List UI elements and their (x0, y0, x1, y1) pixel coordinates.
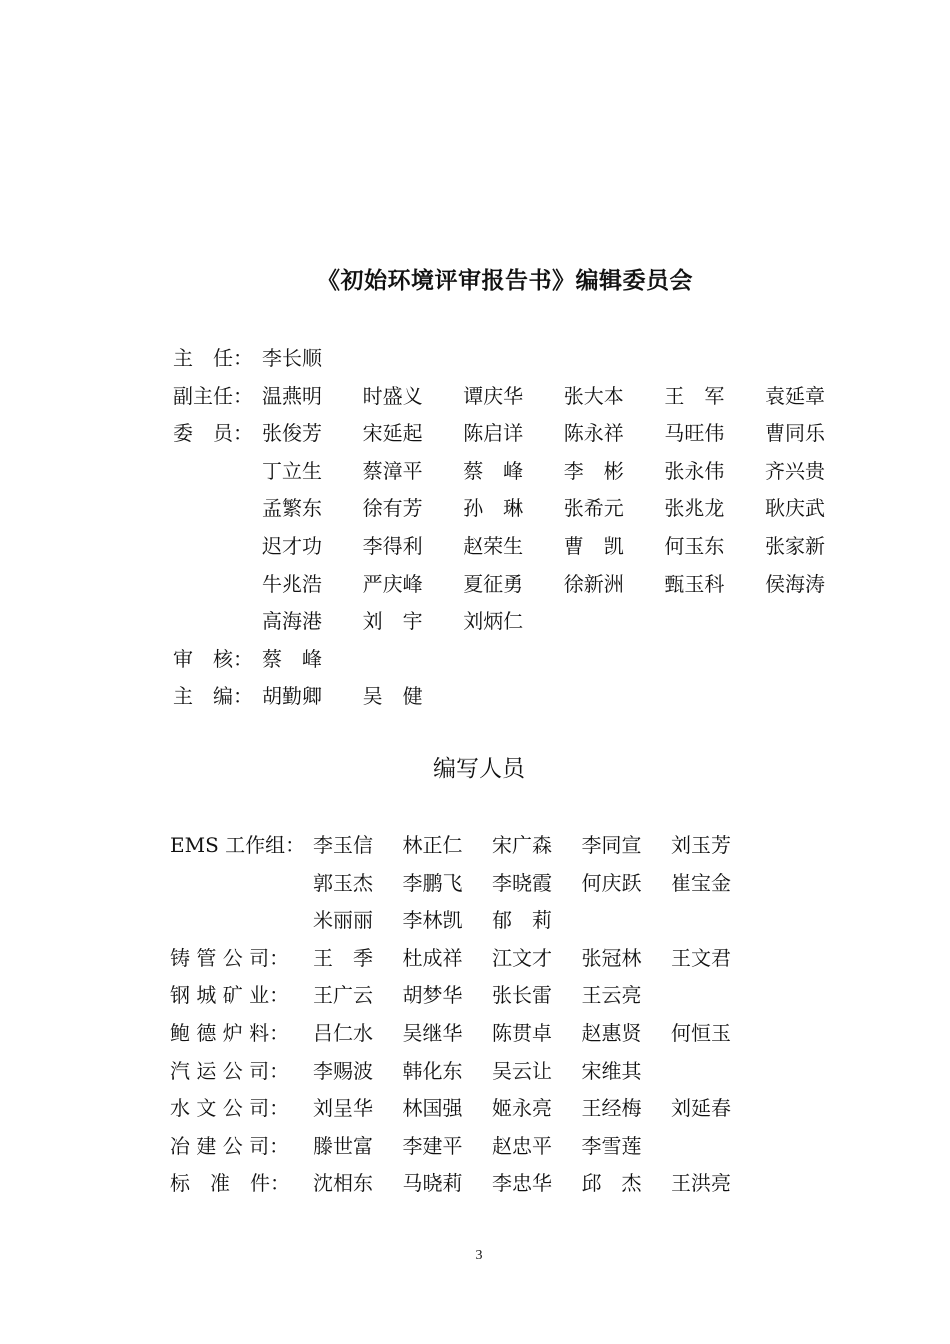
writers-person-name: 沈相东 (313, 1171, 373, 1196)
committee-person-name: 袁延章 (765, 383, 825, 408)
committee-person-name: 张希元 (563, 496, 624, 521)
committee-person-name: 李长顺 (262, 346, 322, 370)
writers-person-name: 吕仁水 (313, 1021, 373, 1045)
committee-person-name: 张兆龙 (664, 496, 725, 521)
writers-person-name: 吴继华 (402, 1021, 463, 1045)
writers-person-name: 姬永亮 (492, 1096, 552, 1121)
writers-person-name: 刘呈华 (313, 1096, 373, 1121)
writers-person-name: 赵忠平 (492, 1133, 552, 1158)
writers-person-name: 郁 莉 (492, 908, 552, 933)
committee-person-name: 时盛义 (362, 383, 423, 408)
committee-person-name: 高海港 (262, 609, 322, 634)
writers-person-name: 马晓莉 (402, 1171, 463, 1196)
writers-person-name: 王文君 (671, 945, 731, 970)
committee-person-name: 陈永祥 (563, 421, 624, 446)
writers-person-name: 杜成祥 (402, 945, 463, 970)
committee-role-label: 审 核： (173, 646, 253, 671)
writers-person-name: 林正仁 (402, 833, 463, 857)
committee-person-name: 陈启详 (463, 421, 524, 446)
committee-person-name: 胡勤卿 (262, 684, 322, 709)
committee-person-name: 谭庆华 (463, 383, 524, 408)
committee-person-name: 蔡 峰 (463, 458, 524, 483)
committee-person-name: 夏征勇 (463, 571, 524, 596)
writers-person-name: 李鹏飞 (402, 870, 463, 895)
writers-role-label: 标 准 件： (170, 1171, 290, 1196)
committee-person-name: 严庆峰 (362, 571, 423, 596)
writers-person-name: 李林凯 (402, 908, 463, 933)
committee-person-name: 赵荣生 (463, 534, 524, 558)
committee-person-name: 宋延起 (362, 421, 423, 446)
writers-person-name: 赵惠贤 (581, 1021, 642, 1045)
committee-person-name: 徐新洲 (563, 571, 624, 596)
writers-person-name: 宋维其 (581, 1058, 642, 1083)
writers-person-name: 林国强 (402, 1096, 463, 1121)
writers-title: 编写人员 (433, 756, 525, 782)
committee-person-name: 徐有芳 (362, 496, 423, 521)
writers-person-name: 王经梅 (581, 1096, 642, 1121)
writers-person-name: 韩化东 (402, 1058, 463, 1083)
writers-person-name: 邱 杰 (581, 1171, 642, 1196)
writers-person-name: 张冠林 (581, 945, 642, 970)
writers-person-name: 刘延春 (671, 1096, 731, 1121)
writers-role-label: 铸 管 公 司： (170, 945, 290, 970)
writers-person-name: 李赐波 (313, 1058, 373, 1083)
writers-person-name: 李晓霞 (492, 870, 552, 895)
committee-person-name: 蔡 峰 (262, 646, 322, 671)
committee-person-name: 李得利 (362, 534, 423, 558)
committee-role-label: 副主任： (173, 383, 253, 408)
writers-person-name: 米丽丽 (313, 908, 373, 933)
writers-person-name: 胡梦华 (402, 983, 463, 1008)
writers-person-name: 宋广森 (492, 833, 552, 857)
writers-person-name: 滕世富 (313, 1133, 373, 1158)
writers-person-name: 何恒玉 (671, 1021, 731, 1045)
committee-person-name: 蔡漳平 (362, 458, 423, 483)
committee-person-name: 侯海涛 (765, 571, 825, 596)
committee-person-name: 吴 健 (362, 684, 423, 709)
writers-person-name: 刘玉芳 (671, 833, 731, 857)
committee-person-name: 牛兆浩 (262, 571, 322, 596)
document-title: 《初始环境评审报告书》编辑委员会 (317, 267, 693, 294)
committee-person-name: 马旺伟 (664, 421, 725, 446)
committee-person-name: 何玉东 (664, 534, 725, 558)
committee-person-name: 张永伟 (664, 458, 725, 483)
writers-person-name: 李建平 (402, 1133, 463, 1158)
writers-role-label: 鲍 德 炉 料： (170, 1021, 290, 1045)
writers-person-name: 王广云 (313, 983, 373, 1008)
writers-role-label: 汽 运 公 司： (170, 1058, 290, 1083)
writers-person-name: 崔宝金 (671, 870, 731, 895)
writers-person-name: 吴云让 (492, 1058, 552, 1083)
writers-person-name: 李玉信 (313, 833, 373, 857)
writers-person-name: 王洪亮 (671, 1171, 731, 1196)
committee-role-label: 主 编： (173, 684, 253, 709)
writers-role-label: 钢 城 矿 业： (170, 983, 290, 1008)
committee-person-name: 孟繁东 (262, 496, 322, 521)
page-number: 3 (475, 1248, 483, 1263)
committee-person-name: 刘 宇 (362, 609, 423, 634)
writers-person-name: 江文才 (492, 945, 552, 970)
writers-role-label: 冶 建 公 司： (170, 1133, 290, 1158)
committee-person-name: 李 彬 (563, 458, 624, 483)
committee-person-name: 曹同乐 (765, 421, 825, 446)
committee-person-name: 丁立生 (262, 458, 322, 483)
writers-person-name: 李同宣 (581, 833, 642, 857)
committee-person-name: 张俊芳 (262, 421, 322, 446)
committee-person-name: 刘炳仁 (463, 609, 524, 634)
committee-person-name: 孙 琳 (463, 496, 524, 521)
writers-person-name: 李雪莲 (581, 1133, 642, 1158)
committee-person-name: 曹 凯 (563, 534, 624, 558)
writers-person-name: 张长雷 (492, 983, 552, 1008)
committee-person-name: 张家新 (765, 534, 825, 558)
committee-person-name: 甄玉科 (664, 571, 725, 596)
writers-person-name: 李忠华 (492, 1171, 552, 1196)
writers-person-name: 王 季 (313, 945, 373, 970)
committee-person-name: 温燕明 (262, 383, 322, 408)
writers-person-name: 陈贯卓 (492, 1021, 552, 1045)
writers-role-label: EMS 工作组： (170, 833, 306, 857)
committee-person-name: 耿庆武 (765, 496, 825, 521)
writers-role-label: 水 文 公 司： (170, 1096, 290, 1121)
committee-person-name: 齐兴贵 (765, 458, 825, 483)
committee-role-label: 主 任： (173, 346, 253, 370)
committee-person-name: 迟才功 (262, 534, 322, 558)
committee-role-label: 委 员： (173, 421, 253, 446)
writers-person-name: 王云亮 (581, 983, 642, 1008)
committee-person-name: 张大本 (563, 383, 624, 408)
writers-person-name: 郭玉杰 (313, 870, 373, 895)
committee-person-name: 王 军 (664, 383, 725, 408)
writers-person-name: 何庆跃 (581, 870, 642, 895)
